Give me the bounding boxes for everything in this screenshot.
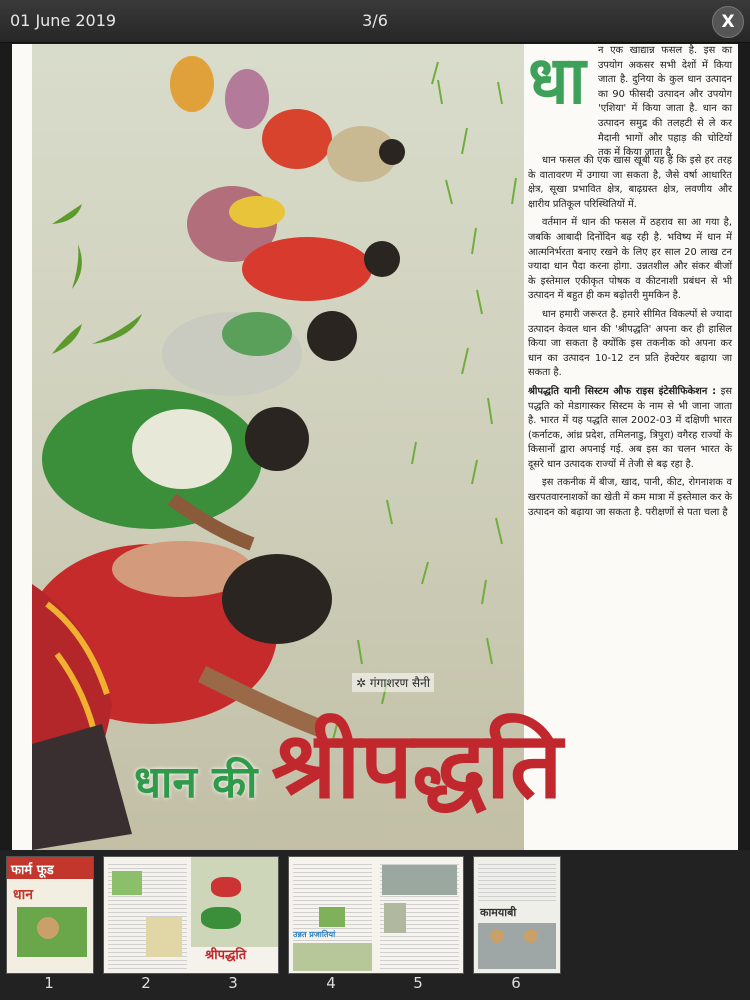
article-para-1: न एक खाद्यान्न फसल है. इस का उपयोग अकसर सभी देशों में किया जाता है. दुनिया के कुल धान उत्पादन का 90 फीसदी उत्पादन और उपयोग 'एशिया' में किया जाता है. धान का उत्पादन समुद्र की तलहटी से ले कर मैदानी भागों और पहाड़ की चोटियों तक में किया जाता है. [598, 45, 732, 159]
thumb-label-1[interactable]: 1 [44, 974, 54, 992]
thumbnail-page-4-5[interactable] [288, 856, 464, 974]
article-headline [134, 699, 562, 819]
article-para-5 [528, 385, 732, 473]
thumb-4-caption: उन्नत प्रजातियां [293, 930, 336, 939]
thumbnail-strip [0, 850, 750, 1000]
thumb-6-caption: कामयाबी [480, 906, 517, 919]
thumb-1-caption: धान [13, 887, 34, 903]
thumb-label-5[interactable]: 5 [413, 974, 423, 992]
thumbnail-page-2-3[interactable] [103, 856, 279, 974]
magazine-page[interactable] [12, 44, 738, 850]
thumb-label-3[interactable]: 3 [228, 974, 238, 992]
drop-cap: धा [528, 44, 586, 119]
article-para-2: धान फसल की एक खास खूबी यह है कि इसे हर तरह के वातावरण में उगाया जा सकता है, जैसे वर्षा आधारित क्षेत्र, सूखा प्रभावित क्षेत्र, बाढ़ग्रस्त क्षेत्र, लवणीय और क्षारीय प्रतिकूल परिस्थितियों में. [528, 155, 732, 210]
thumbnail-page-6[interactable] [473, 856, 561, 974]
article-para-6: इस तकनीक में बीज, खाद, पानी, कीट, रोगनाशक व खरपतवारनाशकों का खेती में कम मात्रा में इस्तेमाल कर के उत्पादन को बढ़ाया जा सकता है. परीक्षणों से पता चला है [528, 477, 732, 518]
thumb-label-6[interactable]: 6 [511, 974, 521, 992]
article-text [520, 44, 732, 744]
thumb-1-title: फार्म फूड [11, 863, 54, 878]
close-button[interactable]: X [712, 6, 744, 38]
headline-green: धान की [134, 757, 258, 808]
issue-date: 01 June 2019 [10, 11, 117, 30]
thumb-label-4[interactable]: 4 [326, 974, 336, 992]
article-para-4: धान हमारी जरूरत है. हमारे सीमित विकल्पों से ज्यादा उत्पादन केवल धान की 'श्रीपद्धति' अपना कर ही हासिल किया जा सकता है क्योंकि इस तकनीक को अपना कर धान का उत्पादन 10-12 टन प्रति हेक्टेयर बढ़ाया जा सकता है. [528, 308, 732, 379]
article-para-3: वर्तमान में धान की फसल में ठहराव सा आ गया है, जबकि आबादी दिनोंदिन बढ़ रही है. भविष्य में धान में आत्मनिर्भरता बनाए रखने के लिए हर साल 20 लाख टन ज्यादा धान पैदा करना होगा. उन्नतशील और संकर बीजों के इस्तेमाल एकीकृत पोषक व कीटनाशी प्रबंधन से भी उत्पादन में बहुत ही कम बढ़ोतरी मुमकिन है. [528, 217, 732, 302]
thumb-label-2[interactable]: 2 [141, 974, 151, 992]
viewer-top-bar [0, 0, 750, 43]
page-indicator: 3/6 [362, 11, 388, 30]
headline-red: श्रीपद्धति [271, 711, 563, 819]
sub-heading: श्रीपद्धति यानी सिस्टम औफ राइस इंटेसीफिकेशन : [528, 385, 717, 397]
thumbnail-page-1[interactable] [6, 856, 94, 974]
author-byline: ✲ गंगाशरण सैनी [352, 673, 434, 692]
thumb-3-caption: श्रीपद्धति [205, 948, 247, 963]
article-para-5-text: इस पद्धति को मेडागास्कर सिस्टम के नाम से भी जाना जाता है. भारत में यह पद्धति साल 2002-03 में दक्षिणी भारत (कर्नाटक, आंध्र प्रदेश, तमिलनाडु, त्रिपुरा) वगैरह राज्यों के किसानों द्वारा अपनाई गई. अब इस का चलन भारत के दूसरे धान उत्पादक राज्यों में तेजी से बढ़ रहा है. [528, 385, 732, 470]
